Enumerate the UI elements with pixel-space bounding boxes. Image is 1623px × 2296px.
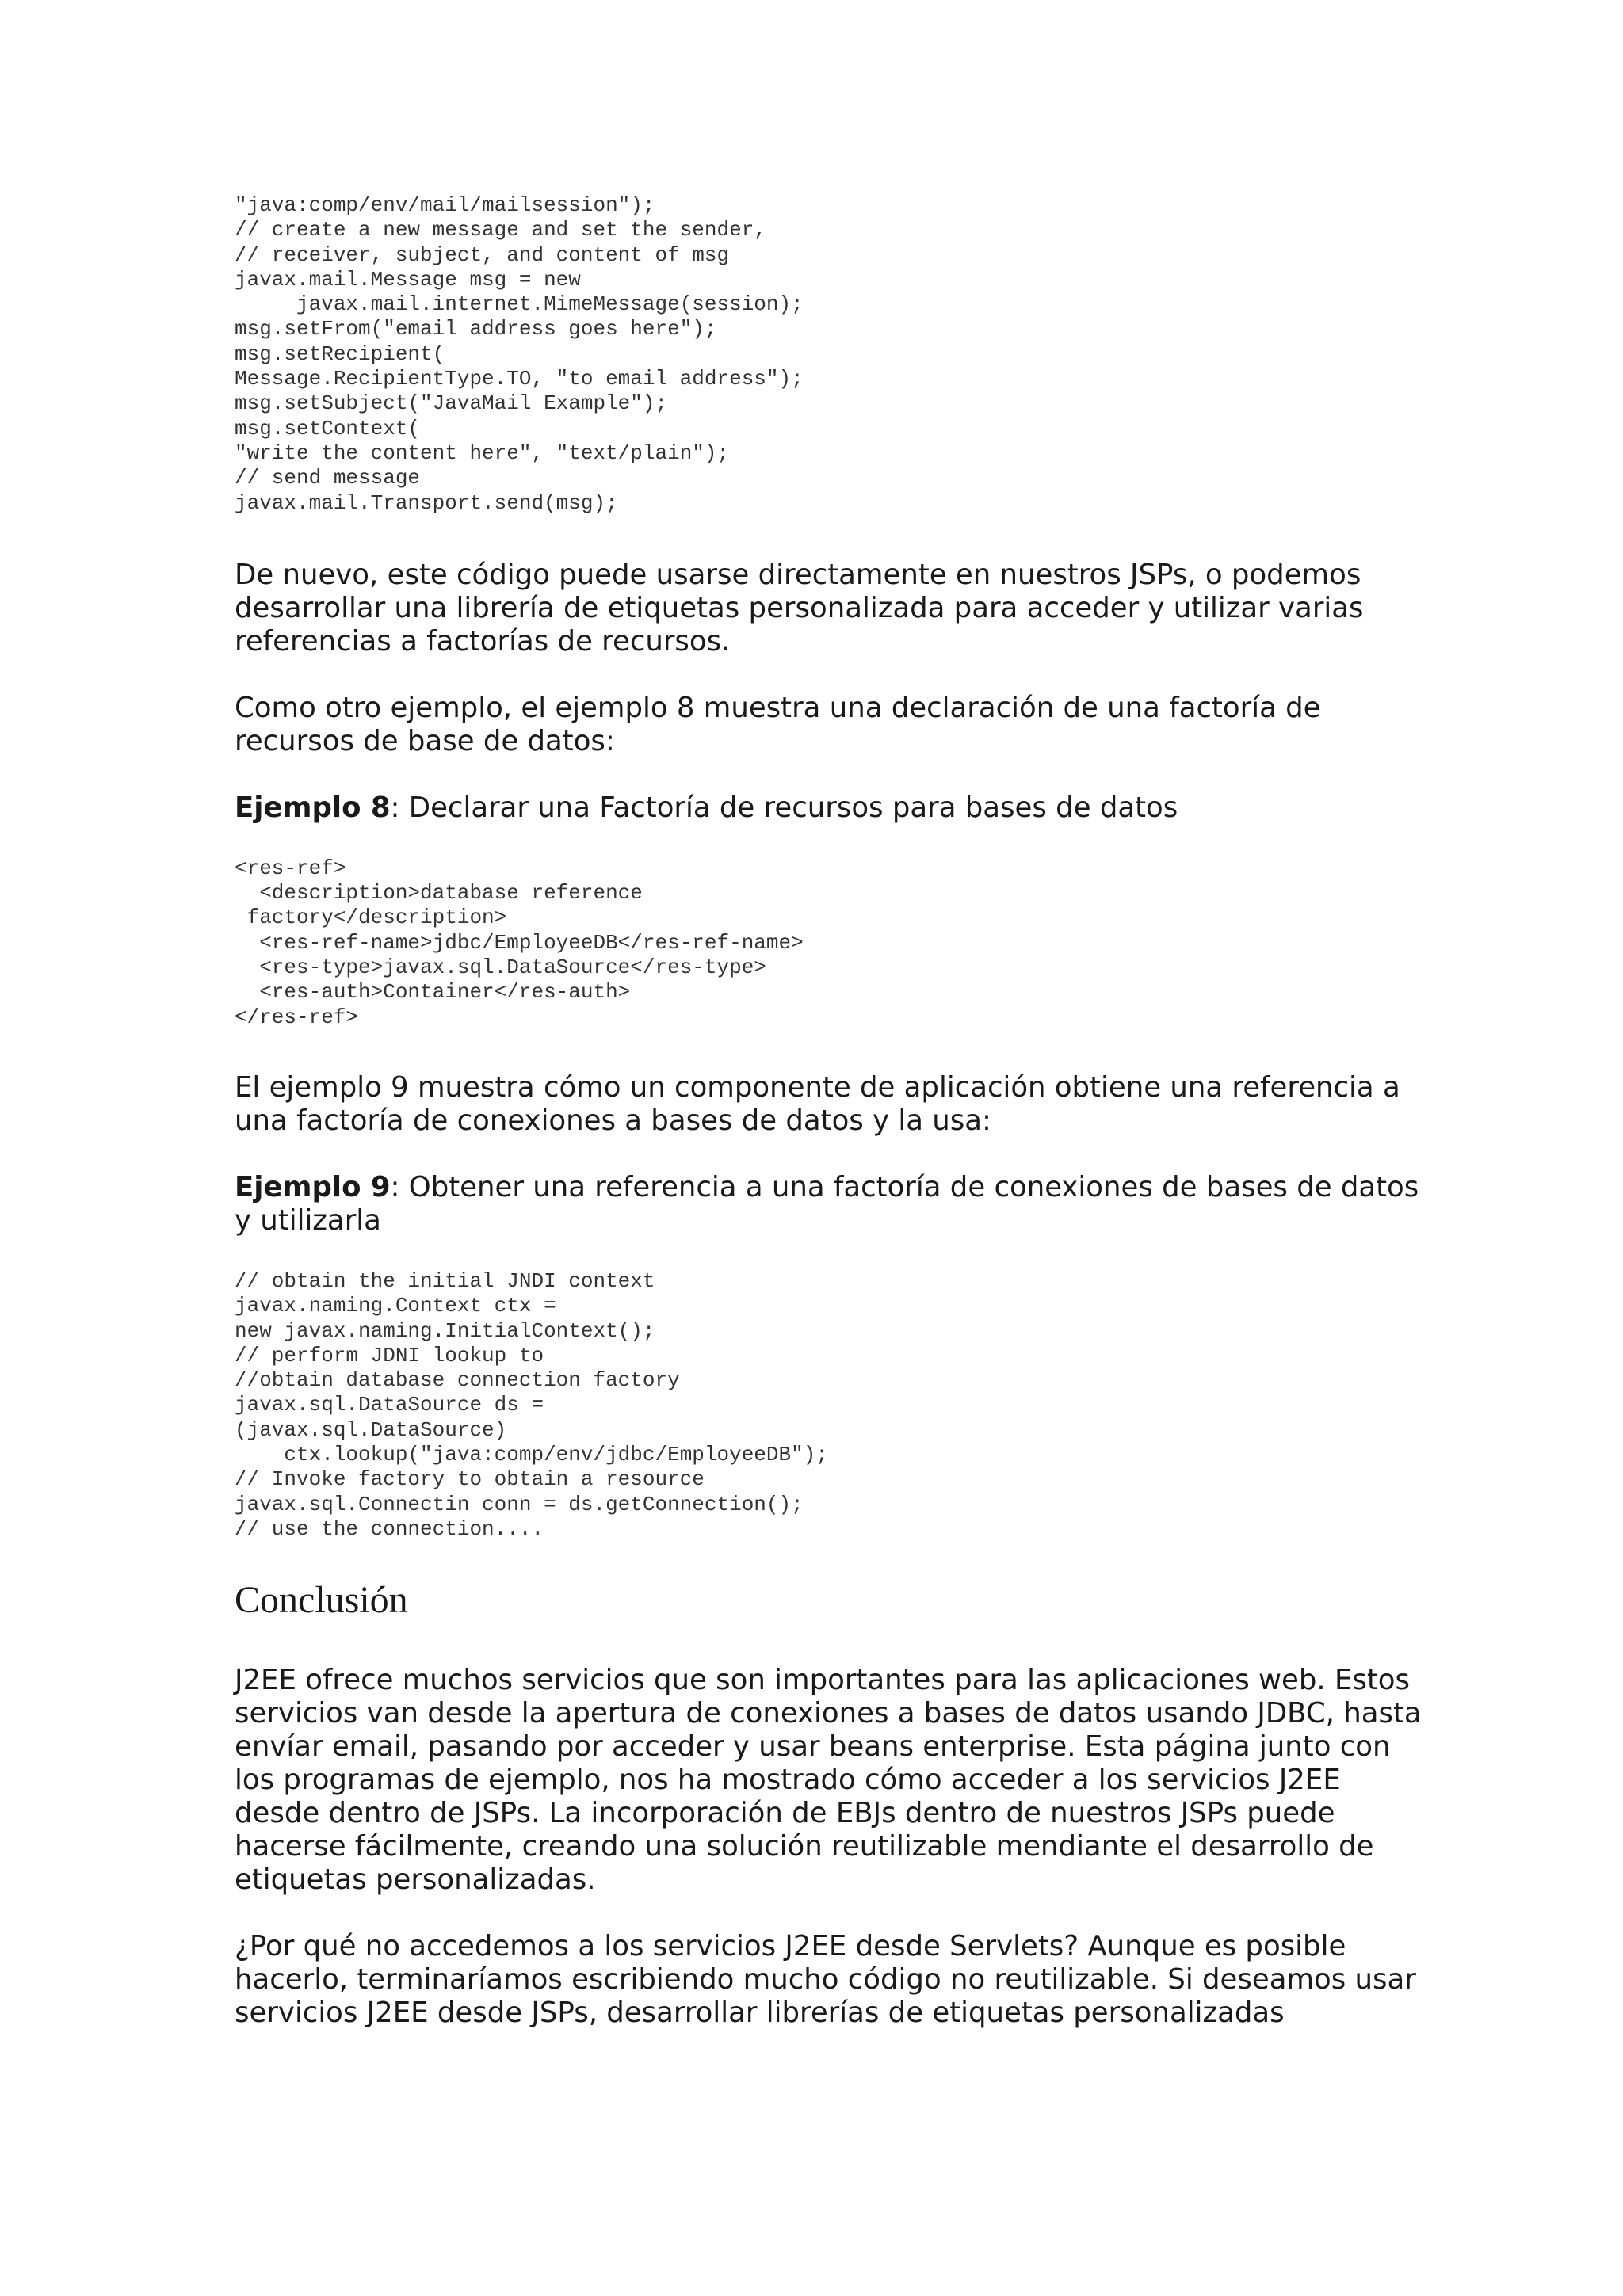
paragraph-example9-intro: El ejemplo 9 muestra cómo un componente de aplicación obtiene una referencia a una factoría de conexiones a bases de datos y la usa: xyxy=(235,1070,1400,1137)
code-block-res-ref: <res-ref> <description>database reference factory</description> <res-ref-name>jdbc/EmployeeDB</res-ref-name> <res-type>javax.sql.DataSource</res-type> <res-auth>Container</res-auth> </res-ref> xyxy=(235,856,804,1029)
example8-text: : Declarar una Factoría de recursos para bases de datos xyxy=(390,791,1178,824)
example9-caption xyxy=(235,1171,1423,1238)
paragraph-resource-factories: De nuevo, este código puede usarse directamente en nuestros JSPs, o podemos desarrollar una librería de etiquetas personalizada para acceder y utilizar varias referencias a factorías de recursos. xyxy=(235,558,1364,658)
example9-label: Ejemplo 9 xyxy=(235,1170,391,1203)
paragraph-servlets-question: ¿Por qué no accedemos a los servicios J2EE desde Servlets? Aunque es posible hacerlo, terminaríamos escribiendo mucho código no reutilizable. Si deseamos usar servicios J2EE desde JSPs, desarrollar librerías de etiquetas personalizadas xyxy=(235,1930,1416,2030)
paragraph-conclusion: J2EE ofrece muchos servicios que son importantes para las aplicaciones web. Estos servicios van desde la apertura de conexiones a bases de datos usando JDBC, hasta envíar email, pasando por acceder y usar beans enterprise. Esta página junto con los programas de ejemplo, nos ha mostrado cómo acceder a los servicios J2EE desde dentro de JSPs. La incorporación de EBJs dentro de nuestros JSPs puede hacerse fácilmente, creando una solución reutilizable mendiante el desarrollo de etiquetas personalizadas. xyxy=(235,1664,1422,1897)
code-block-jndi-lookup: // obtain the initial JNDI context javax.naming.Context ctx = new javax.naming.InitialContext(); // perform JDNI lookup to //obtain database connection factory javax.sql.DataSource ds = (javax.sql.DataSource) ctx.lookup("java:comp/env/jdbc/EmployeeDB"); // Invoke factory to obtain a resource javax.sql.Connectin conn = ds.getConnection(); // use the connection.... xyxy=(235,1268,828,1541)
code-block-javamail: "java:comp/env/mail/mailsession"); // create a new message and set the sender, // receiver, subject, and content of msg javax.mail.Message msg = new javax.mail.internet.MimeMessage(session); msg.setFrom("email address goes here"); msg.setRecipient( Message.RecipientType.TO, "to email address"); msg.setSubject("JavaMail Example"); msg.setContext( "write the content here", "text/plain"); // send message javax.mail.Transport.send(msg); xyxy=(235,193,804,515)
paragraph-example8-intro: Como otro ejemplo, el ejemplo 8 muestra una declaración de una factoría de recursos de base de datos: xyxy=(235,691,1321,757)
example8-caption xyxy=(235,791,1423,825)
section-heading-conclusion: Conclusión xyxy=(235,1579,408,1622)
example9-text: : Obtener una referencia a una factoría de conexiones de bases de datos y utilizarla xyxy=(235,1170,1419,1237)
example8-label: Ejemplo 8 xyxy=(235,791,391,824)
page-content xyxy=(235,193,1423,2030)
